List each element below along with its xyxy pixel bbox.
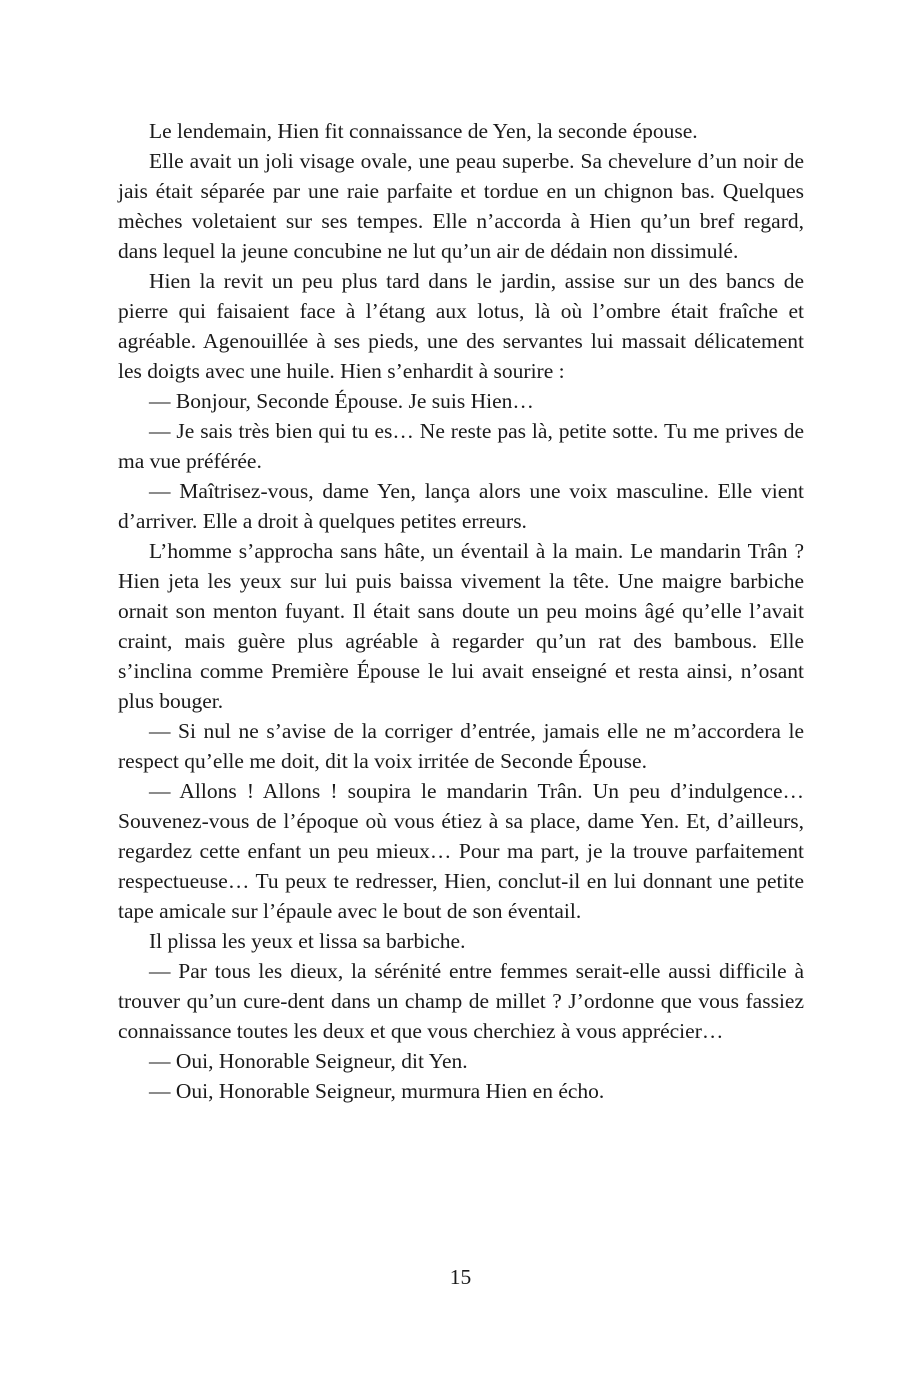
paragraph: — Oui, Honorable Seigneur, dit Yen. (149, 1049, 468, 1073)
paragraph: — Bonjour, Seconde Épouse. Je suis Hien… (149, 389, 534, 413)
paragraph: — Je sais très bien qui tu es… Ne reste pas là, petite sotte. Tu me prives de ma vue préférée. (118, 419, 804, 473)
paragraph: Hien la revit un peu plus tard dans le jardin, assise sur un des bancs de pierre qui faisaient face à l’étang aux lotus, là où l’ombre était fraîche et agréable. Agenouillée à ses pieds, une des servantes lui massait délicatement les doigts avec une huile. Hien s’enhardit à sourire : (118, 269, 804, 383)
paragraph: — Si nul ne s’avise de la corriger d’entrée, jamais elle ne m’accordera le respect qu’elle me doit, dit la voix irritée de Seconde Épouse. (118, 719, 804, 773)
paragraph: — Par tous les dieux, la sérénité entre femmes serait-elle aussi difficile à trouver qu’un cure-dent dans un champ de millet ? J’ordonne que vous fassiez connaissance toutes les deux et que vous cherchiez à vous apprécier… (118, 959, 804, 1043)
paragraph: Le lendemain, Hien fit connaissance de Yen, la seconde épouse. (149, 119, 698, 143)
paragraph: L’homme s’approcha sans hâte, un éventail à la main. Le mandarin Trân ? Hien jeta les yeux sur lui puis baissa vivement la tête. Une maigre barbiche ornait son menton fuyant. Il était sans doute un peu moins âgé qu’elle l’avait craint, mais guère plus agréable à regarder qu’un rat des bambous. Elle s’inclina comme Première Épouse le lui avait enseigné et resta ainsi, n’osant plus bouger. (118, 539, 804, 713)
paragraph: — Oui, Honorable Seigneur, murmura Hien en écho. (149, 1079, 605, 1103)
page-number: 15 (449, 1265, 472, 1289)
paragraph: — Maîtrisez-vous, dame Yen, lança alors une voix masculine. Elle vient d’arriver. Elle a droit à quelques petites erreurs. (118, 479, 804, 533)
paragraph: Elle avait un joli visage ovale, une peau superbe. Sa chevelure d’un noir de jais était séparée par une raie parfaite et tordue en un chignon bas. Quelques mèches voletaient sur ses tempes. Elle n’accorda à Hien qu’un bref regard, dans lequel la jeune concubine ne lut qu’un air de dédain non dissimulé. (118, 149, 804, 263)
paragraph: Il plissa les yeux et lissa sa barbiche. (149, 929, 466, 953)
body-text (118, 116, 804, 1106)
paragraph: — Allons ! Allons ! soupira le mandarin Trân. Un peu d’indulgence… Souvenez-vous de l’époque où vous étiez à sa place, dame Yen. Et, d’ailleurs, regardez cette enfant un peu mieux… Pour ma part, je la trouve parfaitement respectueuse… Tu peux te redresser, Hien, conclut-il en lui donnant une petite tape amicale sur l’épaule avec le bout de son éventail. (118, 779, 804, 923)
